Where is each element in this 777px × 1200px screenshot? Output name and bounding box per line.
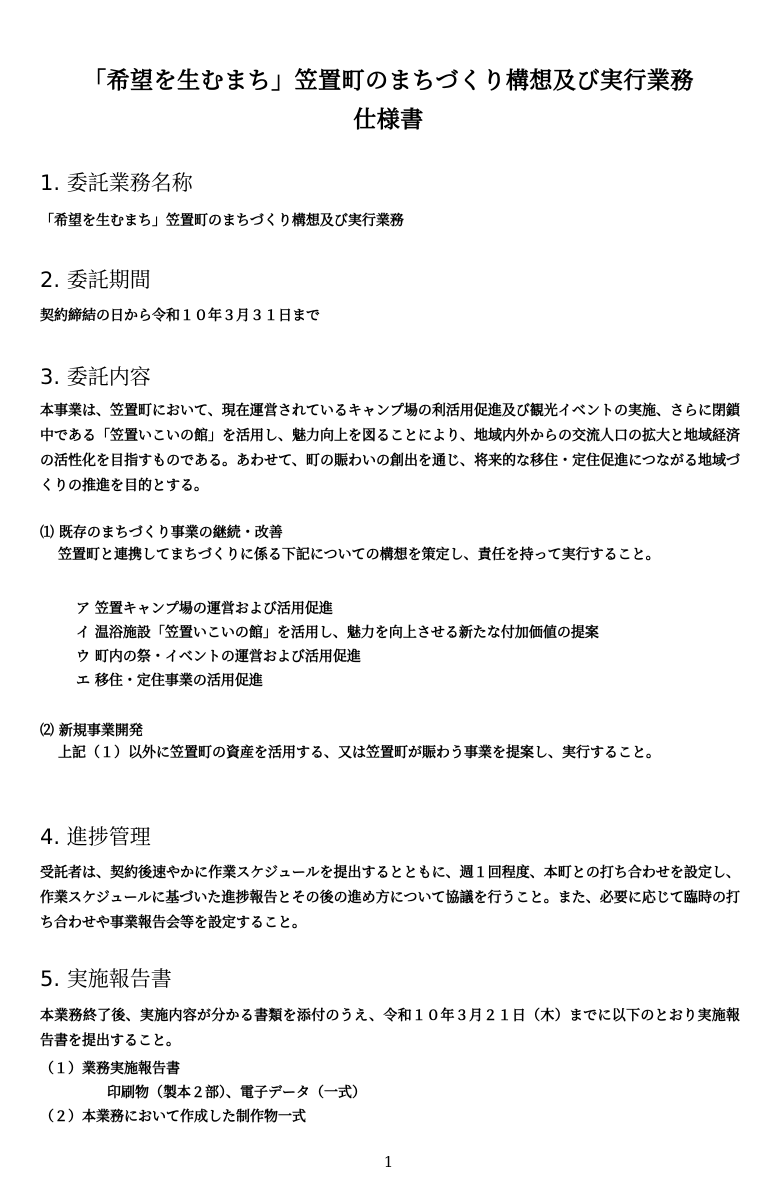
page-number: 1 [383, 1153, 394, 1171]
section-body-3: 本事業は、笠置町において、現在運営されているキャンプ場の利活用促進及び観光イベントの実施、さらに閉鎖中である「笠置いこいの館」を活用し、魅力向上を図ることにより、地域内外からの交流人口の拡大と地域経済の活性化を目指すものである。あわせて、町の賑わいの創出を通じ、将来的な移住・定住促進につながる地域づくりの推進を目的とする。 [40, 403, 740, 494]
section-heading-1: 1. 委託業務名称 [40, 171, 193, 195]
list-item-a: ア 笠置キャンプ場の運営および活用促進 [76, 601, 333, 617]
section-heading-4: 4. 進捗管理 [40, 825, 151, 849]
section-body-4: 受託者は、契約後速やかに作業スケジュールを提出するとともに、週１回程度、本町との打ち合わせを設定し、作業スケジュールに基づいた進捗報告とその後の進め方について協議を行うこと。また、必要に応じて臨時の打ち合わせや事業報告会等を設定すること。 [40, 865, 740, 931]
section-body-1: 「希望を生むまち」笠置町のまちづくり構想及び実行業務 [40, 213, 404, 229]
section-heading-3: 3. 委託内容 [40, 365, 151, 389]
subsection-body-1: 笠置町と連携してまちづくりに係る下記についての構想を策定し、責任を持って実行すること。 [58, 547, 660, 563]
report-item-1-detail: 印刷物（製本２部）、電子データ（一式） [107, 1085, 366, 1101]
list-item-u: ウ 町内の祭・イベントの運営および活用促進 [76, 649, 361, 665]
list-item-e: エ 移住・定住事業の活用促進 [76, 673, 263, 689]
section-body-2: 契約締結の日から令和１０年３月３１日まで [40, 308, 320, 324]
document-title-line2: 仕様書 [353, 107, 424, 133]
list-item-i: イ 温浴施設「笠置いこいの館」を活用し、魅力を向上させる新たな付加価値の提案 [76, 625, 599, 641]
report-item-2: （２）本業務において作成した制作物一式 [40, 1109, 306, 1125]
report-item-1: （１）業務実施報告書 [40, 1061, 180, 1077]
subsection-body-2: 上記（１）以外に笠置町の資産を活用する、又は笠置町が賑わう事業を提案し、実行すること。 [58, 745, 660, 761]
subsection-title-1: ⑴ 既存のまちづくり事業の継続・改善 [40, 525, 283, 541]
subsection-title-2: ⑵ 新規事業開発 [40, 723, 143, 739]
section-heading-2: 2. 委託期間 [40, 268, 151, 292]
section-heading-5: 5. 実施報告書 [40, 967, 172, 991]
document-title-line1: 「希望を生むまち」笠置町のまちづくり構想及び実行業務 [83, 68, 694, 94]
section-body-5: 本業務終了後、実施内容が分かる書類を添付のうえ、令和１０年３月２１日（木）までに以下のとおり実施報告書を提出すること。 [40, 1008, 740, 1049]
